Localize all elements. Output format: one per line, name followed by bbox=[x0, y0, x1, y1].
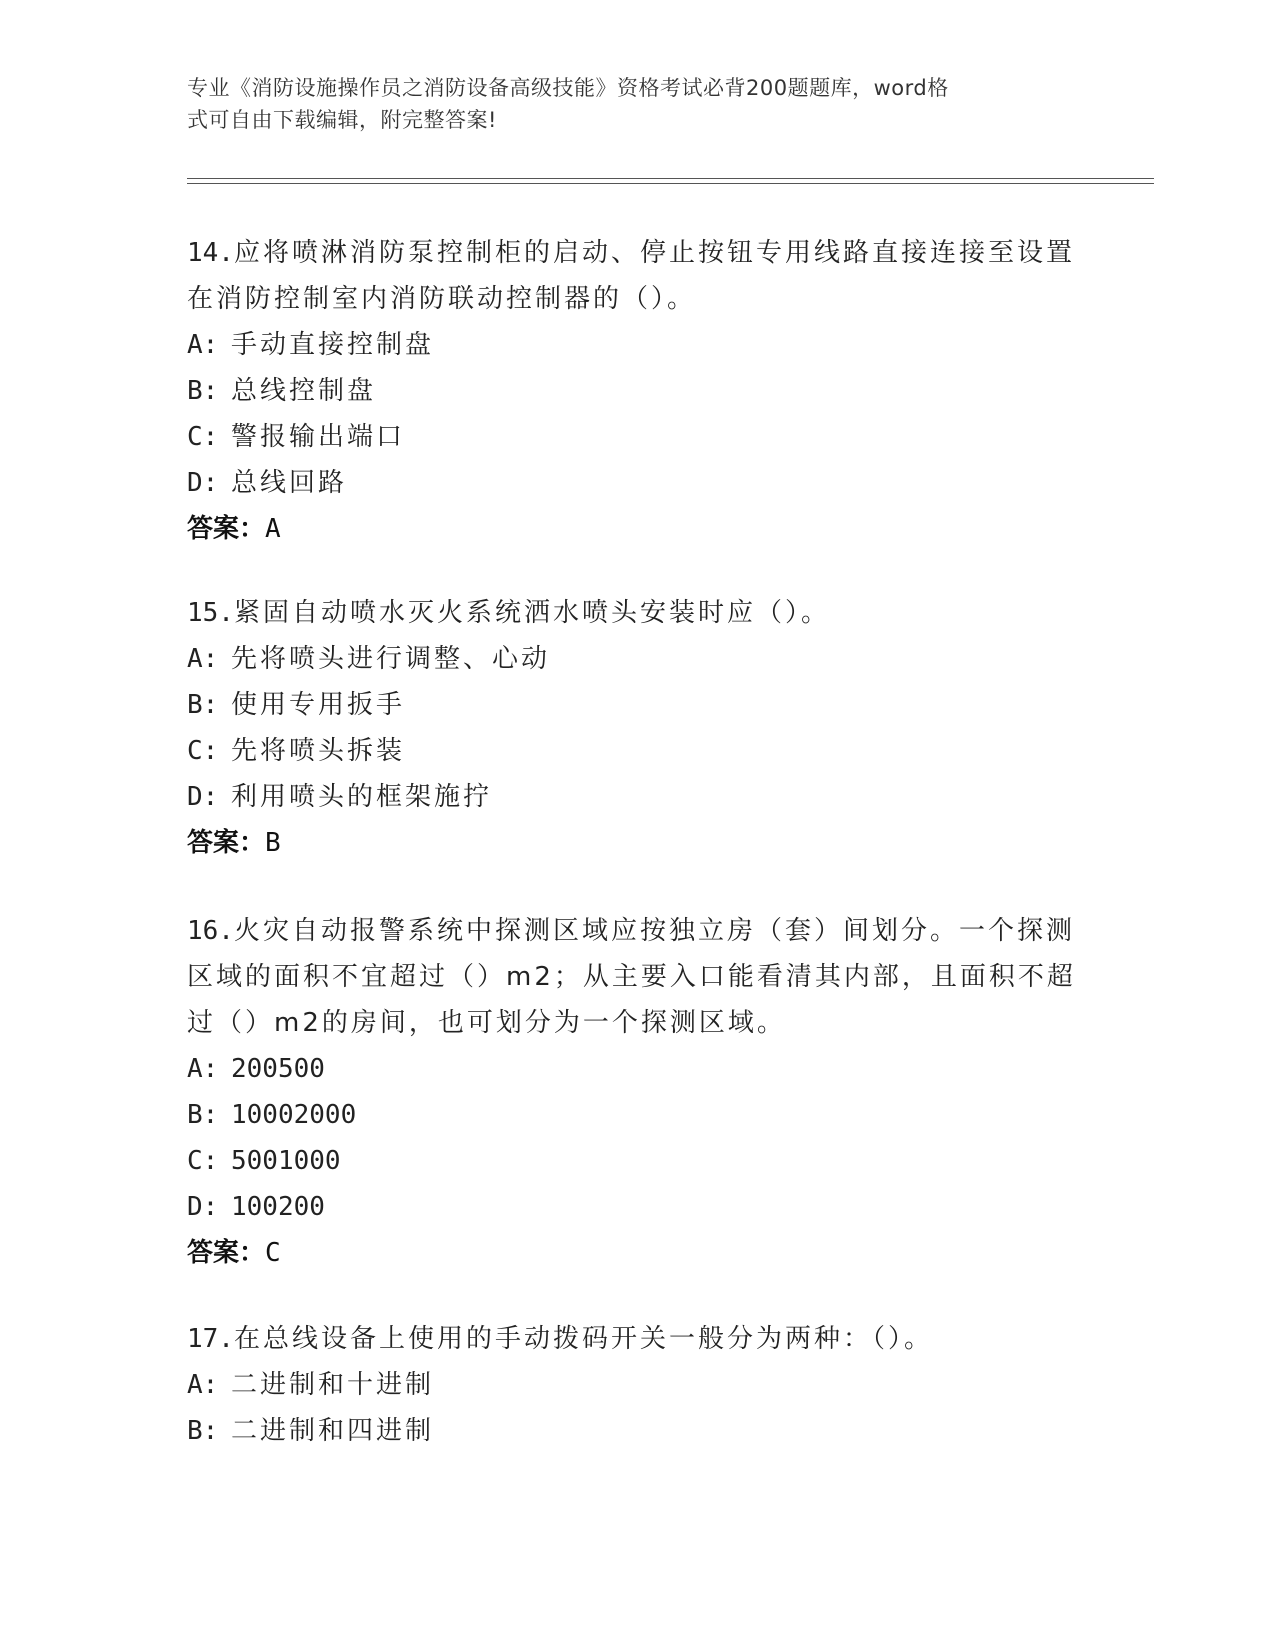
option-c bbox=[187, 728, 1087, 774]
option-d bbox=[187, 1184, 1087, 1230]
question-17 bbox=[187, 1316, 1087, 1454]
option-key: C: bbox=[187, 1146, 219, 1176]
question-stem bbox=[187, 908, 1087, 954]
option-text: 200500 bbox=[231, 1054, 325, 1084]
question-number: 16. bbox=[187, 916, 234, 946]
option-text: 总线回路 bbox=[231, 468, 348, 498]
option-key: A: bbox=[187, 644, 219, 674]
option-text: 二进制和十进制 bbox=[231, 1370, 435, 1400]
option-text: 5001000 bbox=[231, 1146, 341, 1176]
option-text: 10002000 bbox=[231, 1100, 357, 1130]
answer-value: C bbox=[265, 1238, 281, 1268]
header-line-2: 式可自由下载编辑，附完整答案! bbox=[187, 108, 497, 132]
option-b bbox=[187, 1408, 1087, 1454]
option-d bbox=[187, 774, 1087, 820]
stem-line: 火灾自动报警系统中探测区域应按独立房（套）间划分。一个探测 bbox=[233, 916, 1075, 946]
question-number: 17. bbox=[187, 1324, 234, 1354]
option-d bbox=[187, 460, 1087, 506]
answer-line bbox=[187, 1230, 1087, 1276]
option-text: 100200 bbox=[231, 1192, 325, 1222]
answer-label: 答案： bbox=[187, 1238, 266, 1268]
option-key: D: bbox=[187, 1192, 219, 1222]
option-key: B: bbox=[187, 690, 219, 720]
option-c bbox=[187, 1138, 1087, 1184]
question-14 bbox=[187, 230, 1087, 552]
option-b bbox=[187, 1092, 1087, 1138]
option-b bbox=[187, 368, 1087, 414]
answer-value: B bbox=[265, 828, 281, 858]
option-text: 总线控制盘 bbox=[231, 376, 377, 406]
header-divider-bottom bbox=[187, 183, 1154, 184]
stem-line: 在消防控制室内消防联动控制器的（）。 bbox=[187, 284, 697, 314]
option-c bbox=[187, 414, 1087, 460]
question-stem bbox=[187, 230, 1087, 276]
option-text: 二进制和四进制 bbox=[231, 1416, 435, 1446]
option-key: B: bbox=[187, 1416, 219, 1446]
option-text: 手动直接控制盘 bbox=[231, 330, 435, 360]
option-text: 先将喷头进行调整、心动 bbox=[231, 644, 551, 674]
question-15 bbox=[187, 590, 1087, 866]
stem-line: 在总线设备上使用的手动拨码开关一般分为两种：（）。 bbox=[233, 1324, 933, 1354]
option-key: D: bbox=[187, 782, 219, 812]
question-stem bbox=[187, 590, 1087, 636]
stem-line: 紧固自动喷水灭火系统洒水喷头安装时应（）。 bbox=[233, 598, 830, 628]
option-text: 警报输出端口 bbox=[231, 422, 406, 452]
option-key: B: bbox=[187, 376, 219, 406]
option-key: A: bbox=[187, 1054, 219, 1084]
option-key: B: bbox=[187, 1100, 219, 1130]
stem-line: 应将喷淋消防泵控制柜的启动、停止按钮专用线路直接连接至设置 bbox=[233, 238, 1075, 268]
document-header bbox=[187, 72, 1077, 136]
answer-label: 答案： bbox=[187, 514, 266, 544]
header-line-1: 专业《消防设施操作员之消防设备高级技能》资格考试必背200题题库，word格 bbox=[187, 76, 949, 100]
stem-line: 过（）m2的房间，也可划分为一个探测区域。 bbox=[187, 1008, 786, 1038]
answer-label: 答案： bbox=[187, 828, 266, 858]
option-a bbox=[187, 636, 1087, 682]
option-text: 先将喷头拆装 bbox=[231, 736, 406, 766]
question-stem bbox=[187, 1316, 1087, 1362]
question-number: 14. bbox=[187, 238, 234, 268]
question-16 bbox=[187, 908, 1087, 1276]
option-a bbox=[187, 1362, 1087, 1408]
option-text: 使用专用扳手 bbox=[231, 690, 406, 720]
option-key: D: bbox=[187, 468, 219, 498]
option-text: 利用喷头的框架施拧 bbox=[231, 782, 493, 812]
option-key: C: bbox=[187, 422, 219, 452]
option-key: A: bbox=[187, 1370, 219, 1400]
answer-value: A bbox=[265, 514, 281, 544]
header-divider-top bbox=[187, 178, 1154, 179]
option-b bbox=[187, 682, 1087, 728]
option-a bbox=[187, 322, 1087, 368]
answer-line bbox=[187, 506, 1087, 552]
option-key: C: bbox=[187, 736, 219, 766]
option-a bbox=[187, 1046, 1087, 1092]
option-key: A: bbox=[187, 330, 219, 360]
stem-line: 区域的面积不宜超过（）m2；从主要入口能看清其内部，且面积不超 bbox=[187, 962, 1076, 992]
question-number: 15. bbox=[187, 598, 234, 628]
answer-line bbox=[187, 820, 1087, 866]
